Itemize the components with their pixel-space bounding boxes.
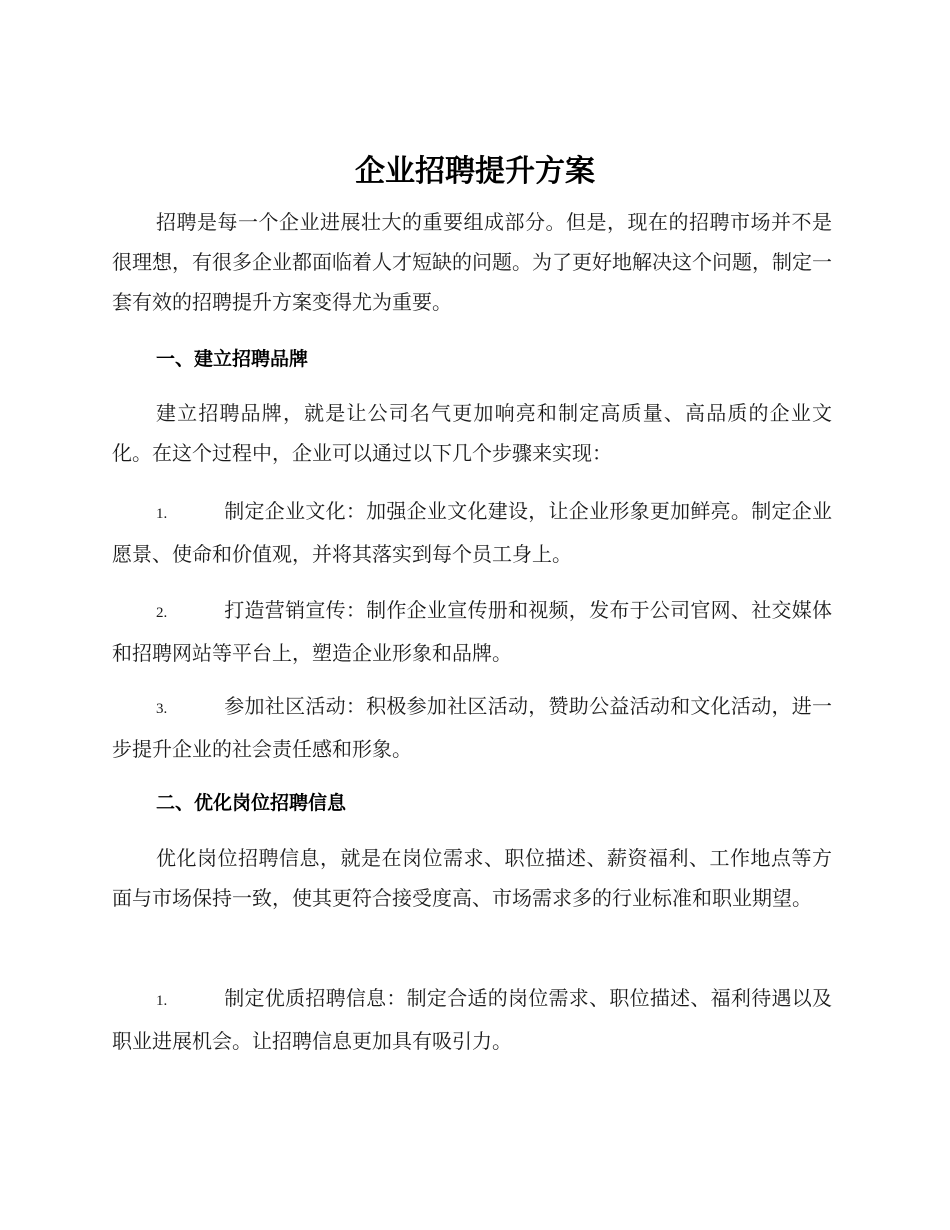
list-item-text: 打造营销宣传：制作企业宣传册和视频，发布于公司官网、社交媒体和招聘网站等平台上，塑造企业形象和品牌。 — [112, 598, 832, 665]
document-title: 企业招聘提升方案 — [355, 154, 595, 189]
section-1-heading: 一、建立招聘品牌 — [156, 348, 309, 370]
section-1-item-1 — [112, 491, 832, 574]
list-item-text: 参加社区活动：积极参加社区活动，赞助公益活动和文化活动，进一步提升企业的社会责任感和形象。 — [112, 694, 832, 761]
list-item-text: 制定企业文化：加强企业文化建设，让企业形象更加鲜亮。制定企业愿景、使命和价值观，并将其落实到每个员工身上。 — [112, 499, 832, 566]
list-number: 2. — [156, 605, 168, 621]
list-number: 1. — [156, 993, 168, 1009]
section-1-paragraph: 建立招聘品牌，就是让公司名气更加响亮和制定高质量、高品质的企业文化。在这个过程中，企业可以通过以下几个步骤来实现： — [112, 401, 832, 465]
section-2-item-1 — [112, 978, 832, 1061]
section-1-item-2 — [112, 590, 832, 673]
section-2-heading: 二、优化岗位招聘信息 — [156, 792, 347, 814]
section-1-item-3 — [112, 686, 832, 769]
list-number: 1. — [156, 506, 168, 522]
list-item-text: 制定优质招聘信息：制定合适的岗位需求、职位描述、福利待遇以及职业进展机会。让招聘信息更加具有吸引力。 — [112, 986, 832, 1053]
list-number: 3. — [156, 701, 168, 717]
section-2-paragraph: 优化岗位招聘信息，就是在岗位需求、职位描述、薪资福利、工作地点等方面与市场保持一致，使其更符合接受度高、市场需求多的行业标准和职业期望。 — [112, 846, 832, 910]
intro-paragraph: 招聘是每一个企业进展壮大的重要组成部分。但是，现在的招聘市场并不是很理想，有很多企业都面临着人才短缺的问题。为了更好地解决这个问题，制定一套有效的招聘提升方案变得尤为重要。 — [112, 210, 832, 314]
